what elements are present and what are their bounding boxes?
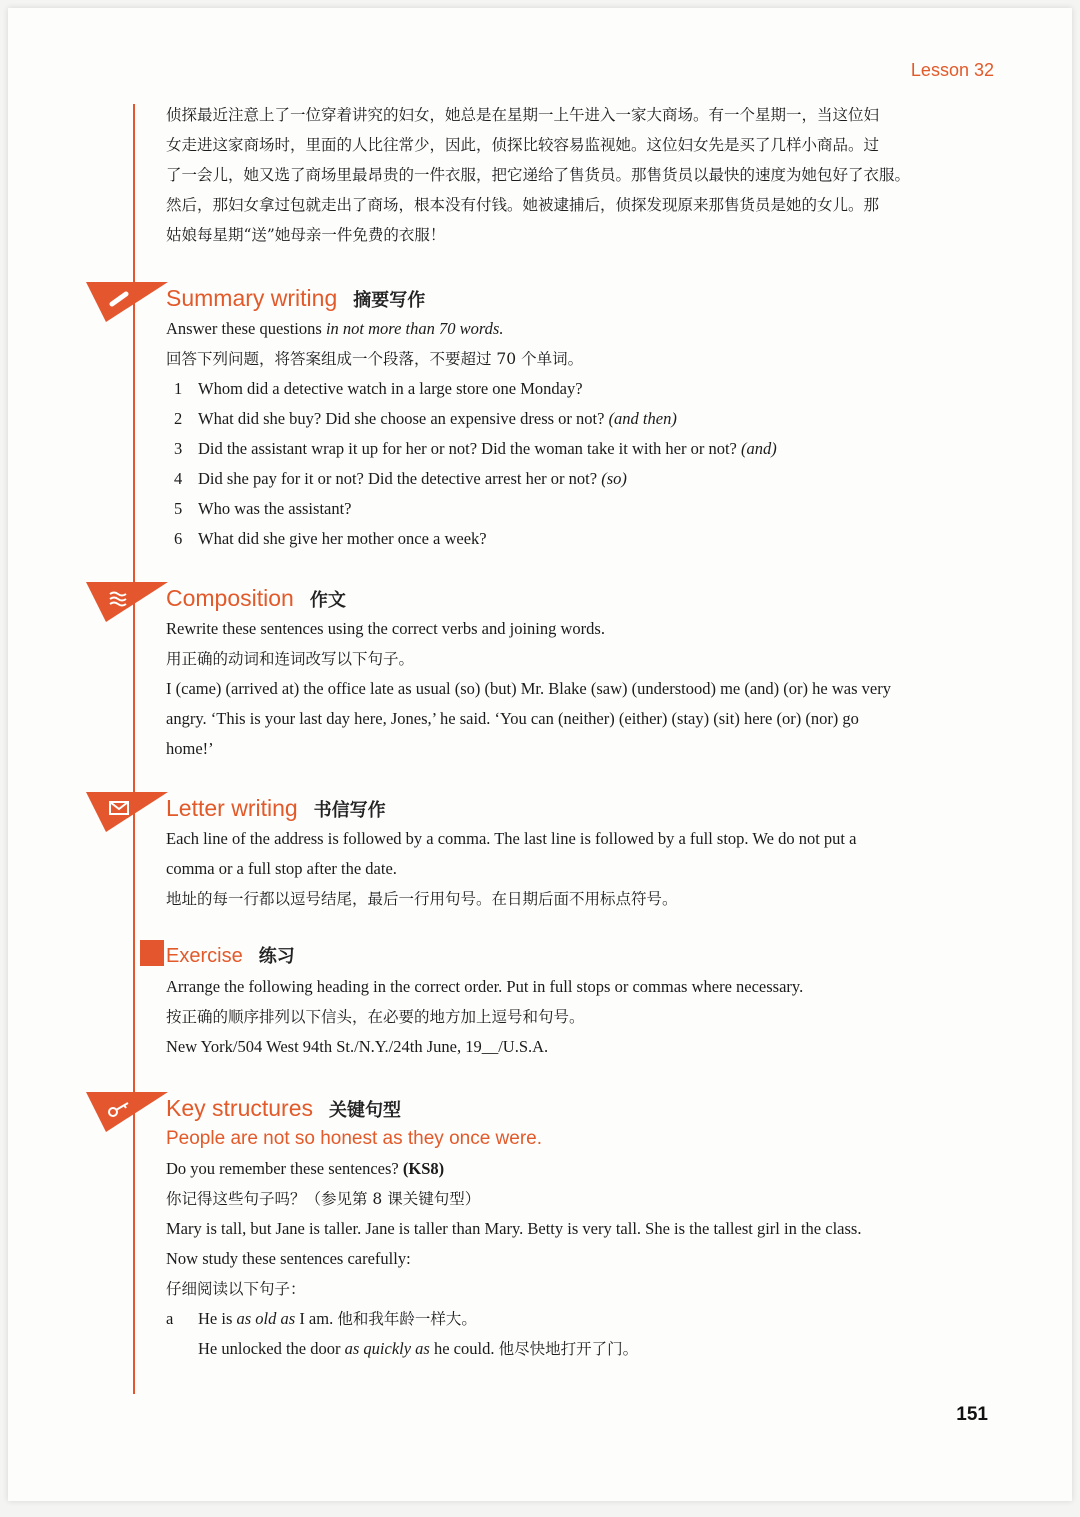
key-question-text: Do you remember these sentences? — [166, 1159, 403, 1178]
exercise-section — [166, 940, 996, 1062]
key-study: Now study these sentences carefully: — [166, 1249, 411, 1268]
textbook-page — [8, 8, 1072, 1501]
example-label: a — [166, 1309, 174, 1328]
example-sentence — [198, 1334, 638, 1364]
question-number: 5 — [174, 499, 183, 518]
key-structures-section — [166, 1092, 996, 1364]
question-item — [166, 464, 996, 494]
key-example: Mary is tall, but Jane is taller. Jane is taller than Mary. Betty is very tall. She is the tallest girl in the class. — [166, 1219, 862, 1238]
key-question — [166, 1154, 996, 1184]
letter-line: comma or a full stop after the date. — [166, 859, 397, 878]
sentence-italic: as old as — [236, 1309, 296, 1328]
composition-text-line: I (came) (arrived at) the office late as usual (so) (but) Mr. Blake (saw) (understood) me (and) (or) he was very — [166, 679, 891, 698]
question-text — [198, 524, 487, 554]
sentence-part: He is — [198, 1309, 237, 1328]
question-text — [198, 494, 352, 524]
key-icon — [86, 1088, 168, 1132]
letter-line-zh: 地址的每一行都以逗号结尾，最后一行用句号。在日期后面不用标点符号。 — [166, 890, 678, 908]
example-sentence — [198, 1304, 477, 1334]
lesson-label: Lesson 32 — [910, 60, 994, 80]
summary-instruction — [166, 314, 996, 344]
composition-title-zh: 作文 — [309, 590, 346, 611]
key-subtitle: People are not so honest as they once were. — [166, 1128, 543, 1149]
question-body: Did she pay for it or not? Did the detective arrest her or not? — [198, 469, 602, 488]
composition-instruction: Rewrite these sentences using the correct verbs and joining words. — [166, 619, 605, 638]
question-list — [166, 374, 996, 554]
question-number: 3 — [174, 439, 183, 458]
question-item — [166, 434, 996, 464]
question-text — [198, 404, 677, 434]
sentence-part: I am. — [295, 1309, 338, 1328]
page-number: 151 — [956, 1404, 988, 1425]
example-a-2 — [166, 1334, 996, 1364]
translation-line: 侦探最近注意上了一位穿着讲究的妇女，她总是在星期一上午进入一家大商场。有一个星期一，当这位妇 — [166, 106, 880, 124]
question-hint: (and then) — [608, 409, 677, 428]
summary-heading — [166, 282, 996, 314]
sentence-italic: as quickly as — [344, 1339, 430, 1358]
composition-text-line: home!’ — [166, 739, 214, 758]
sentence-zh: 他和我年龄一样大。 — [337, 1310, 477, 1328]
key-title-zh: 关键句型 — [329, 1100, 401, 1121]
key-study-zh: 仔细阅读以下句子： — [166, 1280, 306, 1298]
question-text — [198, 464, 627, 494]
letter-section — [166, 792, 996, 914]
letter-line: Each line of the address is followed by a comma. The last line is followed by a full stop. We do not put a — [166, 829, 857, 848]
composition-title: Composition — [166, 585, 294, 611]
composition-heading — [166, 582, 996, 614]
letter-title: Letter writing — [166, 795, 298, 821]
letter-title-zh: 书信写作 — [313, 800, 386, 821]
question-text — [198, 374, 583, 404]
key-question-ref: (KS8) — [402, 1159, 445, 1178]
exercise-instruction-zh: 按正确的顺序排列以下信头，在必要的地方加上逗号和句号。 — [166, 1008, 585, 1026]
exercise-title: Exercise — [166, 945, 243, 967]
question-hint: (and) — [741, 439, 777, 458]
summary-title: Summary writing — [166, 285, 338, 311]
exercise-content: New York/504 West 94th St./N.Y./24th June, 19__/U.S.A. — [166, 1037, 549, 1056]
summary-instruction-zh: 回答下列问题，将答案组成一个段落，不要超过 70 个单词。 — [166, 350, 584, 368]
exercise-title-zh: 练习 — [258, 946, 295, 967]
composition-text-line: angry. ‘This is your last day here, Jones,’ he said. ‘You can (neither) (either) (stay) (sit) here (or) (nor) go — [166, 709, 859, 728]
composition-instruction-zh: 用正确的动词和连词改写以下句子。 — [166, 650, 415, 668]
exercise-instruction: Arrange the following heading in the correct order. Put in full stops or commas where necessary. — [166, 977, 804, 996]
question-text — [198, 434, 777, 464]
instruction-italic: in not more than 70 words. — [325, 319, 504, 338]
exercise-heading — [166, 940, 996, 972]
key-heading — [166, 1092, 996, 1124]
summary-section — [166, 282, 996, 554]
letter-heading — [166, 792, 996, 824]
example-a — [166, 1304, 996, 1334]
question-body: Whom did a detective watch in a large store one Monday? — [198, 379, 583, 398]
question-body: What did she give her mother once a week? — [198, 529, 487, 548]
sentence-part: He unlocked the door — [198, 1339, 345, 1358]
sentence-part: he could. — [429, 1339, 499, 1358]
question-item — [166, 404, 996, 434]
question-item — [166, 524, 996, 554]
instruction-text: Answer these questions — [166, 319, 326, 338]
question-body: What did she buy? Did she choose an expensive dress or not? — [198, 409, 609, 428]
envelope-icon — [86, 788, 168, 832]
key-title: Key structures — [166, 1095, 313, 1121]
translation-line: 姑娘每星期“送”她母亲一件免费的衣服！ — [166, 226, 446, 244]
key-question-zh: 你记得这些句子吗？（参见第 8 课关键句型） — [166, 1190, 481, 1208]
question-hint: (so) — [601, 469, 627, 488]
question-item — [166, 494, 996, 524]
example-indent — [166, 1334, 198, 1364]
translation-paragraph — [166, 100, 996, 250]
translation-line: 了一会儿，她又选了商场里最昂贵的一件衣服，把它递给了售货员。那售货员以最快的速度为她包好了衣服。 — [166, 166, 911, 184]
square-marker-icon — [140, 940, 164, 966]
question-number: 2 — [174, 409, 183, 428]
sentence-zh: 他尽快地打开了门。 — [498, 1340, 639, 1358]
question-item — [166, 374, 996, 404]
translation-line: 然后，那妇女拿过包就走出了商场，根本没有付钱。她被逮捕后，侦探发现原来那售货员是她的女儿。那 — [166, 196, 880, 214]
translation-line: 女走进这家商场时，里面的人比往常少，因此，侦探比较容易监视她。这位妇女先是买了几样小商品。过 — [166, 136, 880, 154]
waves-icon — [86, 578, 168, 622]
pencil-icon — [86, 278, 168, 322]
composition-section — [166, 582, 996, 764]
summary-title-zh: 摘要写作 — [353, 290, 426, 311]
question-number: 1 — [174, 379, 183, 398]
question-body: Who was the assistant? — [198, 499, 352, 518]
question-number: 6 — [174, 529, 183, 548]
question-body: Did the assistant wrap it up for her or not? Did the woman take it with her or not? — [198, 439, 741, 458]
question-number: 4 — [174, 469, 183, 488]
